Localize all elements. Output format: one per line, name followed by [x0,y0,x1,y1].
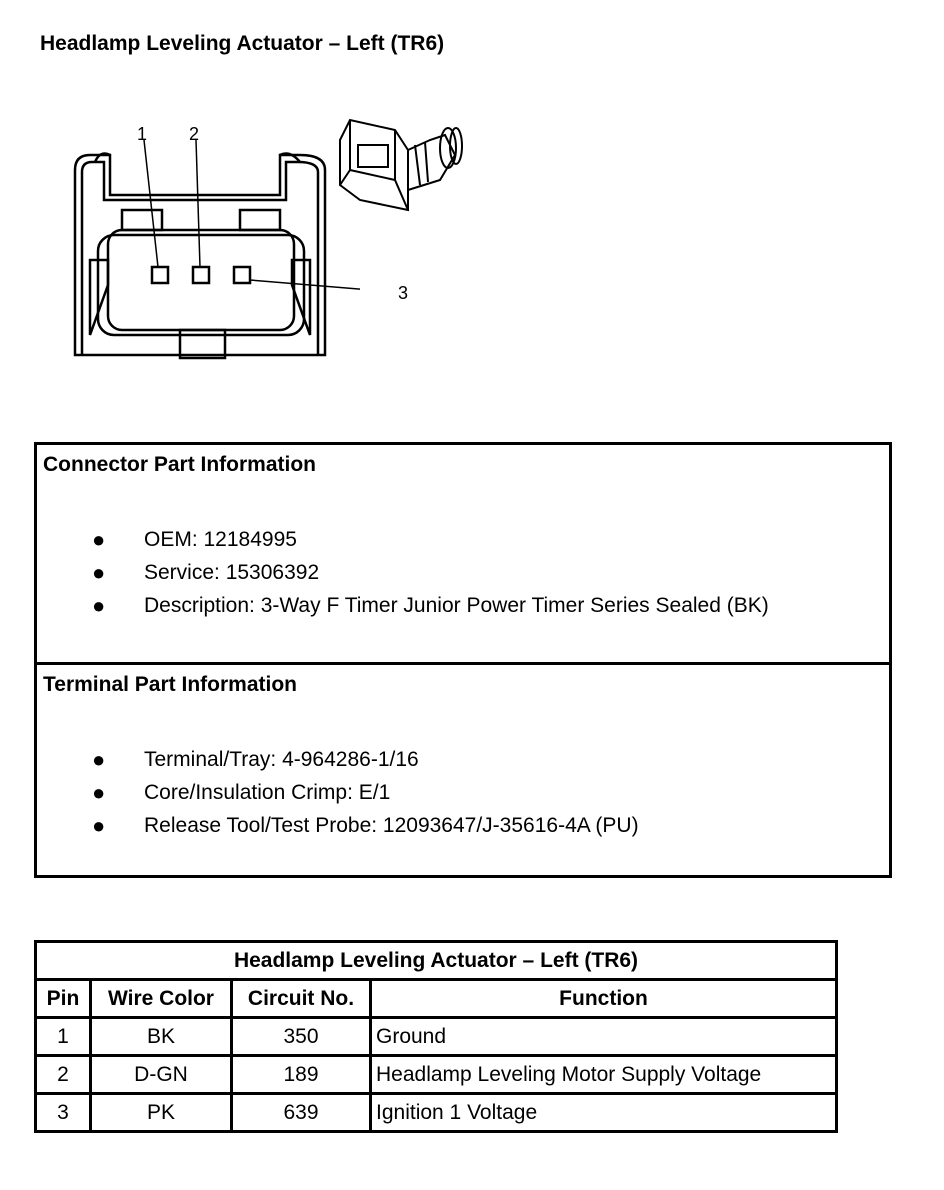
table-row: 1 BK 350 Ground [36,1018,837,1056]
table-row: 3 PK 639 Ignition 1 Voltage [36,1094,837,1132]
connector-face-diagram [60,110,360,370]
terminal-part-section: Terminal Part Information ● Terminal/Tray: 4-964286-1/16 ● Core/Insulation Crimp: E/1 ● Release Tool/Test Probe: 12093647/J-35616-4A (PU) [43,673,639,838]
pin-label-1: 1 [137,124,148,144]
terminal-part-title: Terminal Part Information [43,673,297,696]
pin-2-cavity [193,267,209,283]
header-wire-color: Wire Color [91,980,232,1018]
table-row: 2 D-GN 189 Headlamp Leveling Motor Supply Voltage [36,1056,837,1094]
header-function: Function [371,980,837,1018]
connector-part-title: Connector Part Information [43,453,317,476]
table-caption: Headlamp Leveling Actuator – Left (TR6) [36,942,837,980]
part-information-box [34,442,892,878]
page-title: Headlamp Leveling Actuator – Left (TR6) [40,32,445,55]
pin-label-3: 3 [398,283,409,303]
pin-1-cavity [152,267,168,283]
pin-label-2: 2 [189,124,200,144]
header-pin: Pin [36,980,91,1018]
pinout-table [34,940,838,1133]
connector-part-section: Connector Part Information ● OEM: 12184995 ● Service: 15306392 ● Description: 3-Way F Timer Junior Power Timer Series Sealed (BK) [37,445,889,665]
header-circuit-no: Circuit No. [232,980,371,1018]
connector-isometric-icon [330,110,470,220]
pin-3-cavity [234,267,250,283]
